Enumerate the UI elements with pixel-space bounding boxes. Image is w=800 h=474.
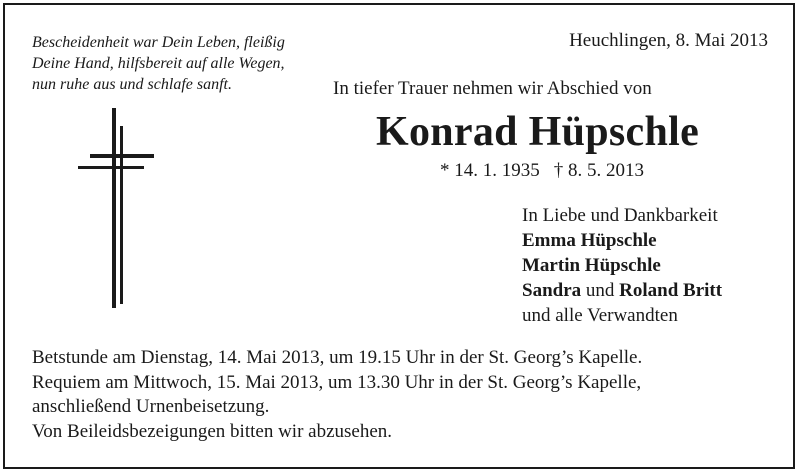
poem-line-3: nun ruhe aus und schlafe sanft. [32, 76, 232, 93]
mourners-intro: In Liebe und Dankbarkeit [522, 205, 718, 226]
mourner-name: Emma Hüpschle [522, 230, 657, 251]
life-dates [440, 160, 644, 182]
mourner-name: Roland Britt [619, 280, 723, 301]
mourners-list [522, 203, 722, 328]
poem-line-1: Bescheidenheit war Dein Leben, fleißig [32, 34, 285, 51]
mourner-name: Martin Hüpschle [522, 255, 661, 276]
prayer-hour-line: Betstunde am Dienstag, 14. Mai 2013, um 19.15 Uhr in der St. Georg’s Kapelle. [32, 347, 643, 368]
requiem-line: Requiem am Mittwoch, 15. Mai 2013, um 13.30 Uhr in der St. Georg’s Kapelle, [32, 371, 642, 393]
condolence-note: Von Beileidsbezeigungen bitten wir abzusehen. [32, 420, 393, 442]
death-date: † 8. 5. 2013 [553, 160, 644, 181]
place-and-date: Heuchlingen, 8. Mai 2013 [569, 30, 768, 51]
service-details [32, 346, 642, 444]
deceased-name: Konrad Hüpschle [376, 109, 700, 155]
mourner-couple [522, 278, 722, 303]
cross-icon [78, 108, 158, 308]
mourners-closing: und alle Verwandten [522, 305, 678, 326]
mourning-intro: In tiefer Trauer nehmen wir Abschied von [333, 78, 652, 99]
mourner-connector: und [581, 280, 620, 301]
mourner-name: Sandra [522, 280, 582, 301]
birth-date: * 14. 1. 1935 [440, 160, 540, 181]
poem-line-2: Deine Hand, hilfsbereit auf alle Wegen, [32, 55, 285, 72]
burial-line: anschließend Urnenbeisetzung. [32, 396, 270, 417]
memorial-poem [32, 32, 285, 95]
